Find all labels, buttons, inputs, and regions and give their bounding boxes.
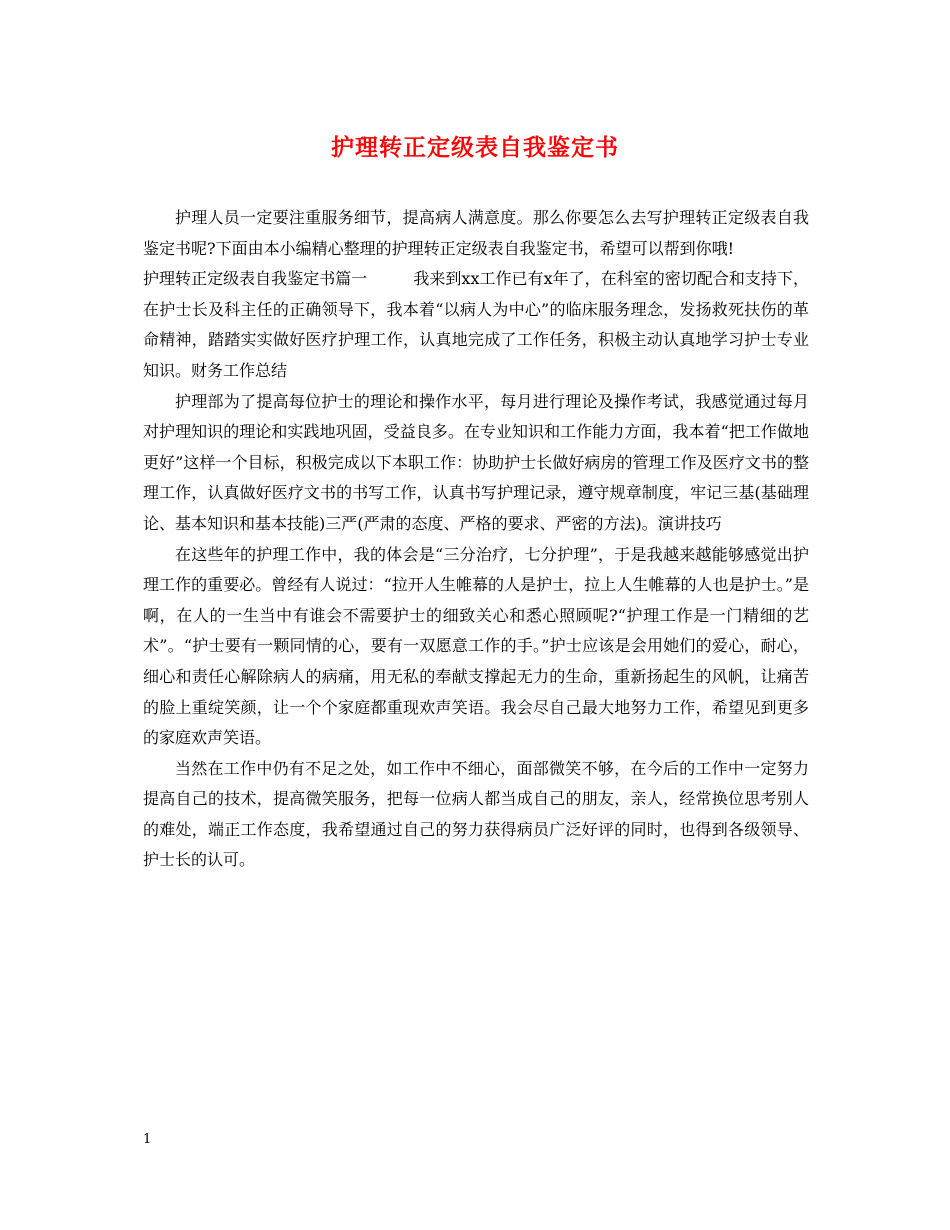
body-paragraph: 在这些年的护理工作中，我的体会是“三分治疗，七分护理”，于是我越来越能够感觉出护理工作的重要必。曾经有人说过：“拉开人生帷幕的人是护士，拉上人生帷幕的人也是护士。”是啊，在人的一生当中有谁会不需要护士的细致关心和悉心照顾呢?“护理工作是一门精细的艺术”。“护士要有一颗同情的心，要有一双愿意工作的手。”护士应该是会用她们的爱心，耐心，细心和责任心解除病人的病痛，用无私的奉献支撑起无力的生命，重新扬起生的风帆，让痛苦的脸上重绽笑颜，让一个个家庭都重现欢声笑语。我会尽自己最大地努力工作，希望见到更多的家庭欢声笑语。 [143, 544, 809, 748]
section-body-text: 我来到xx工作已有x年了，在科室的密切配合和支持下，在护士长及科主任的正确领导下，我本着“以病人为中心”的临床服务理念，发扬救死扶伤的革命精神，踏踏实实做好医疗护理工作，认真地完成了工作任务，积极主动认真地学习护士专业知识。财务工作总结 [143, 269, 809, 380]
intro-paragraph: 护理人员一定要注重服务细节，提高病人满意度。那么你要怎么去写护理转正定级表自我鉴定书呢?下面由本小编精心整理的护理转正定级表自我鉴定书，希望可以帮到你哦! [143, 208, 809, 258]
document-body [143, 203, 809, 876]
body-paragraph: 护理部为了提高每位护士的理论和操作水平，每月进行理论及操作考试，我感觉通过每月对护理知识的理论和实践地巩固，受益良多。在专业知识和工作能力方面，我本着“把工作做地更好”这样一个目标，积极完成以下本职工作：协助护士长做好病房的管理工作及医疗文书的整理工作，认真做好医疗文书的书写工作，认真书写护理记录，遵守规章制度，牢记三基(基础理论、基本知识和基本技能)三严(严肃的态度、严格的要求、严密的方法)。演讲技巧 [143, 391, 809, 533]
body-paragraph: 当然在工作中仍有不足之处，如工作中不细心，面部微笑不够，在今后的工作中一定努力提高自己的技术，提高微笑服务，把每一位病人都当成自己的朋友，亲人，经常换位思考别人的难处，端正工作态度，我希望通过自己的努力获得病员广泛好评的同时，也得到各级领导、护士长的认可。 [143, 758, 809, 870]
document-title: 护理转正定级表自我鉴定书 [331, 134, 619, 161]
section-heading: 护理转正定级表自我鉴定书篇一 [143, 269, 368, 289]
page-number: 1 [143, 1132, 152, 1147]
section-paragraph [143, 264, 809, 386]
